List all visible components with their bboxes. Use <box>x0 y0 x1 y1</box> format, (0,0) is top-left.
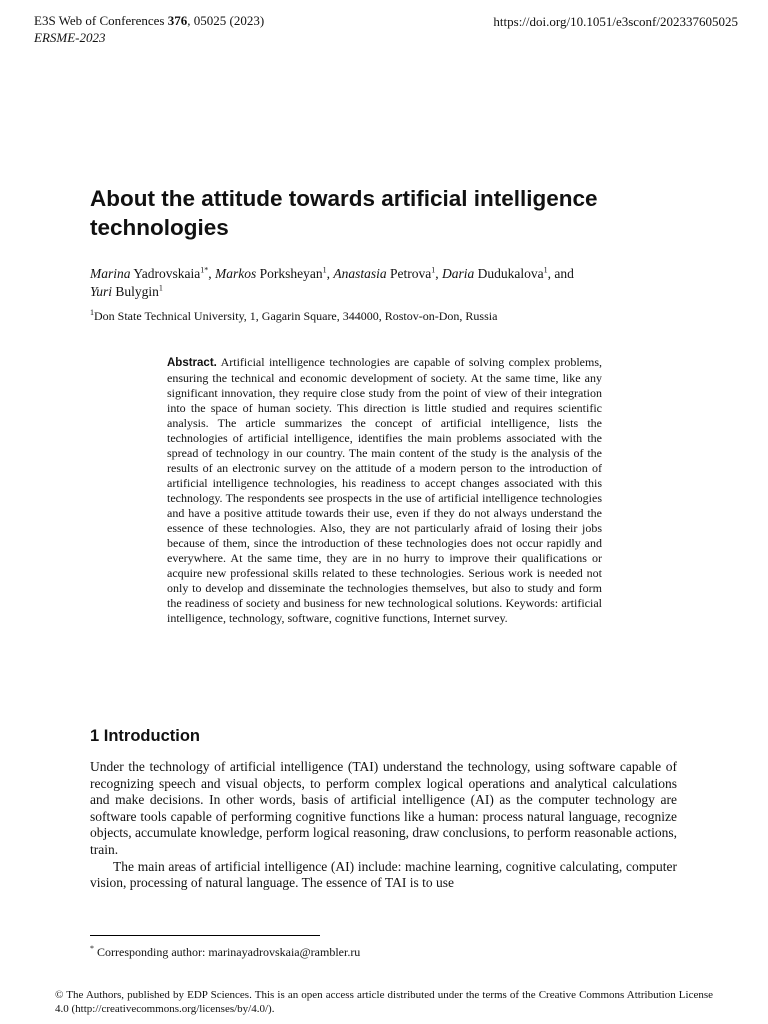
author: Yuri Bulygin$^1$ <box>90 283 163 299</box>
paragraph: Under the technology of artificial intelligence (TAI) understand the technology, using software capable of recognizing speech and visual objects, to perform complex logical operations and analytical calculations and make decisions. In other words, basis of artificial intelligence (AI) as the computer technology are software tools capable of performing cognitive functions like a human: process natural language, recognize objects, accumulate knowledge, perform logical reasoning, draw conclusions, to perform reasonable actions, train. <box>90 759 677 857</box>
author: Anastasia Petrova$^1$, <box>333 265 443 281</box>
abstract <box>167 355 602 626</box>
author: Marina Yadrovskaia$^{1*}$, <box>90 265 215 281</box>
volume-number: 376 <box>167 13 188 28</box>
affiliation: $^1$Don State Technical University, 1, Gagarin Square, 344000, Rostov-on-Don, Russia <box>90 308 498 323</box>
author-list <box>90 265 690 301</box>
author: Daria Dudukalova$^1$, and <box>442 265 574 281</box>
paragraph: The main areas of artificial intelligence (AI) include: machine learning, cognitive calculating, computer vision, processing of natural language. The essence of TAI is to use <box>90 858 677 891</box>
footnote-divider <box>90 935 320 936</box>
abstract-label: Abstract. <box>167 357 217 369</box>
author: Markos Porksheyan$^1$, <box>215 265 334 281</box>
running-header <box>34 12 264 46</box>
section-body <box>90 759 677 892</box>
paper-title: About the attitude towards artificial intelligence technologies <box>90 186 598 240</box>
doi-link[interactable]: https://doi.org/10.1051/e3sconf/202337605025 <box>493 14 738 29</box>
conference-name: ERSME-2023 <box>34 30 106 45</box>
section-heading: 1 Introduction <box>90 727 200 745</box>
footnote: * Corresponding author: marinayadrovskaia@rambler.ru <box>90 944 361 959</box>
abstract-text: Artificial intelligence technologies are capable of solving complex problems, ensuring the technical and economic development of society. At the same time, like any significant innovation, they require close study from the point of view of their integration into the space of human society. This direction is little studied and requires scientific analysis. The article summarizes the concept of artificial intelligence, lists the technologies of artificial intelligence, identifies the main problems associated with the spread of technology in our country. The main content of the study is the analysis of the results of an electronic survey on the attitude of a modern person to the introduction of artificial intelligence technologies, his readiness to accept changes associated with this technology. The respondents see prospects in the use of artificial intelligence technologies and have a positive attitude towards their use, even if they do not always understand the essence of these technologies. Also, they are not particularly afraid of losing their jobs because of them, since the introduction of these technologies does not occur rapidly and everywhere. At the same time, they are in no hurry to improve their qualifications or acquire new professional skills related to these technologies. Serious work is needed not only to develop and disseminate the technologies themselves, but also to study and form the readiness of society and business for new technological solutions. Keywords: artificial intelligence, technology, software, cognitive functions, Internet survey. <box>167 355 602 625</box>
journal-citation: E3S Web of Conferences 376, 05025 (2023) <box>34 13 265 28</box>
license-notice: © The Authors, published by EDP Sciences. This is an open access article distributed under the terms of the Creative Commons Attribution License 4.0 (http://creativecommons.org/licenses/by/4.0/). <box>55 989 713 1015</box>
